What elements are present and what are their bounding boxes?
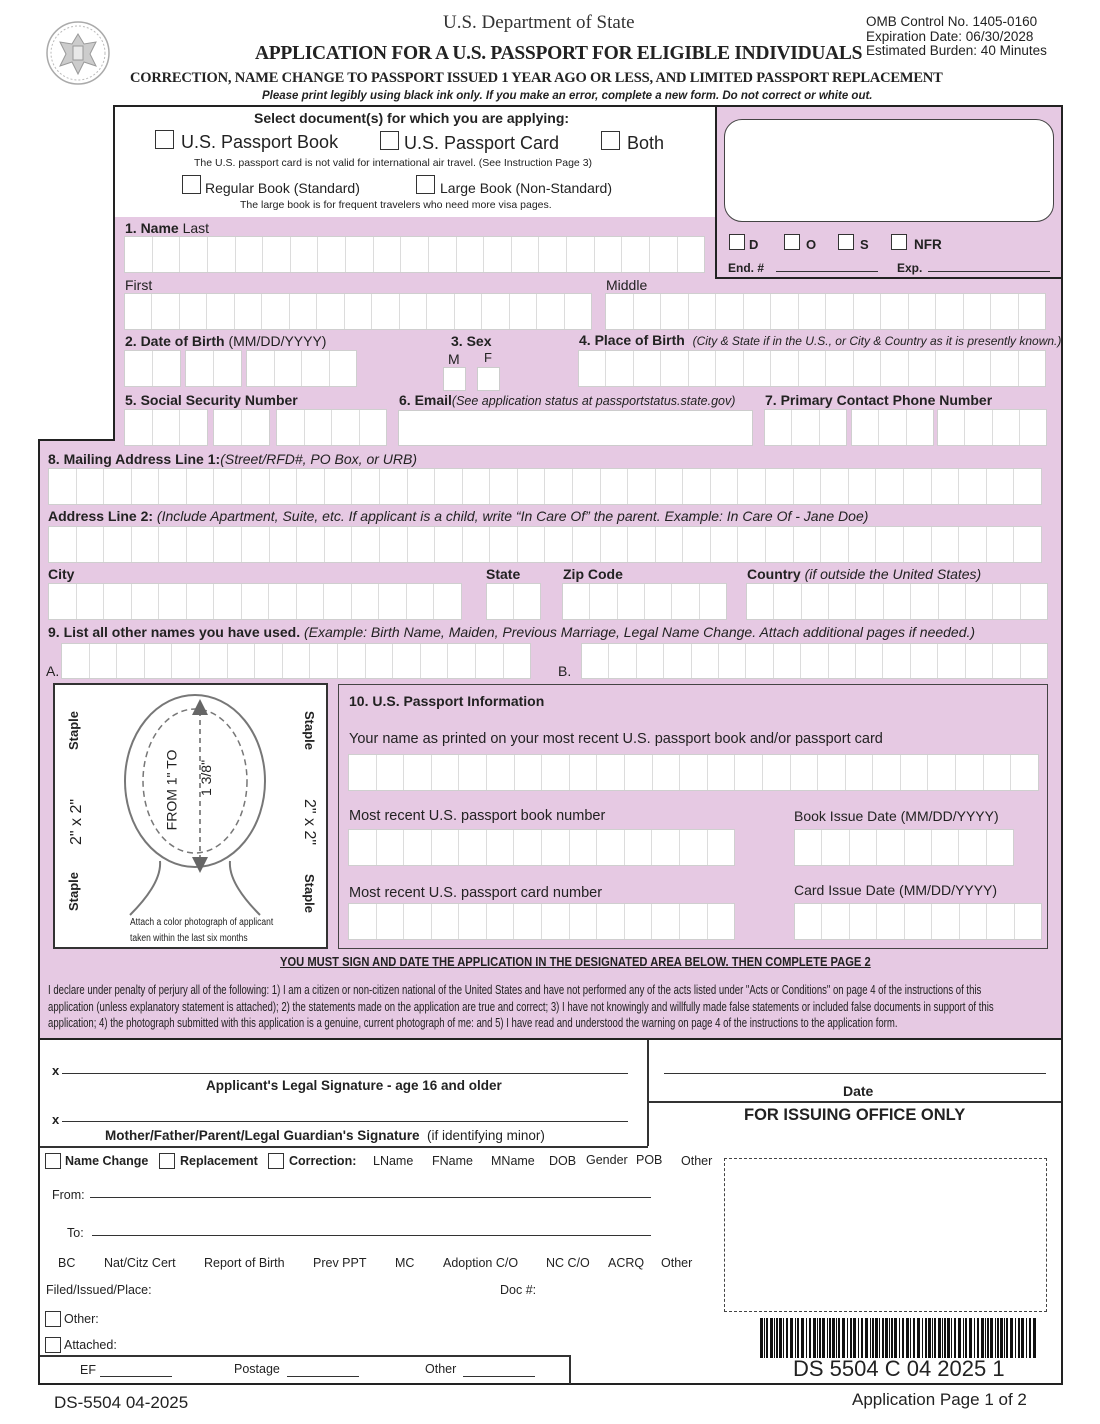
first-name-field[interactable] <box>124 293 592 330</box>
issuing-office-heading: FOR ISSUING OFFICE ONLY <box>744 1106 966 1124</box>
mailing-address1-field[interactable] <box>48 468 1042 505</box>
card-note: The U.S. passport card is not valid for international air travel. (See Instruction Page 3) <box>194 157 593 169</box>
city-label: City <box>48 566 75 582</box>
photo-caption-1: Attach a color photograph of applicant <box>130 917 274 928</box>
middle-name-field[interactable] <box>605 293 1046 330</box>
attached-label: Attached: <box>64 1338 117 1352</box>
zip-label: Zip Code <box>563 566 623 582</box>
first-name-label: First <box>125 277 153 293</box>
code-nfr-checkbox[interactable] <box>891 234 907 250</box>
dob-code: DOB <box>549 1154 577 1168</box>
regular-book-checkbox[interactable] <box>182 175 201 194</box>
photo-size-right: 2" x 2" <box>301 798 319 846</box>
mc-code: MC <box>395 1256 415 1270</box>
code-o-label: O <box>806 237 817 252</box>
photo-caption-2: taken within the last six months <box>130 933 248 944</box>
replacement-label: Replacement <box>180 1154 258 1168</box>
declaration-line2: application (unless explanatory statement is attached); 2) the statements made on the application are true and correct; 3) I have not knowingly and willfully made false statements or included false documents in support of this <box>48 1000 994 1014</box>
barcode-text: DS 5504 C 04 2025 1 <box>793 1356 1005 1381</box>
state-label: State <box>486 566 521 582</box>
sex-f-label: F <box>484 350 492 365</box>
photo-from-text: FROM 1" TO <box>163 749 180 831</box>
name-printed-label: Your name as printed on your most recent U.S. passport book and/or passport card <box>349 731 883 747</box>
other-name-b-label: B. <box>558 663 572 679</box>
ssn-label: 5. Social Security Number <box>125 392 298 408</box>
declaration-line1: I declare under penalty of perjury all of the following: 1) I am a citizen or non-citizen national of the United States and have not performed any of the acts listed under "Acts or Conditions" on page 4 of the instructions of this <box>48 983 982 997</box>
name-printed-field[interactable] <box>348 754 1039 791</box>
head-outline-icon <box>120 693 270 919</box>
department-name: U.S. Department of State <box>443 12 635 33</box>
code-s-label: S <box>860 237 869 252</box>
other2-code: Other <box>661 1256 693 1270</box>
ssn-part2-field[interactable] <box>213 409 270 446</box>
mailing-address2-field[interactable] <box>48 526 1042 563</box>
ssn-part1-field[interactable] <box>124 409 208 446</box>
omb-number: OMB Control No. 1405-0160 <box>866 14 1038 29</box>
mname-code: MName <box>491 1154 535 1168</box>
email-field[interactable] <box>398 410 753 446</box>
document-prompt: Select document(s) for which you are applying: <box>254 110 570 126</box>
pob-label: 4. Place of Birth (City & State if in the U.S., or City & Country as it is presently known.) <box>579 332 1062 348</box>
office-dashed-box <box>724 1158 1047 1312</box>
name-change-checkbox[interactable] <box>45 1153 61 1169</box>
city-field[interactable] <box>48 583 462 620</box>
form-title: APPLICATION FOR A U.S. PASSPORT FOR ELIGIBLE INDIVIDUALS <box>255 43 863 64</box>
great-seal-icon <box>44 20 112 86</box>
end-number-label: End. # <box>728 261 765 275</box>
bc-code: BC <box>58 1256 76 1270</box>
to-label: To: <box>67 1226 84 1240</box>
guardian-x: x <box>52 1112 60 1127</box>
end-number-field[interactable] <box>776 257 878 272</box>
staple-tl: Staple <box>66 710 82 751</box>
guardian-signature-label: Mother/Father/Parent/Legal Guardian's Signature (if identifying minor) <box>105 1128 545 1143</box>
card-issue-label: Card Issue Date (MM/DD/YYYY) <box>794 882 998 898</box>
correction-label: Correction: <box>289 1154 357 1168</box>
phone-label: 7. Primary Contact Phone Number <box>765 392 993 408</box>
phone-prefix-field[interactable] <box>851 409 934 446</box>
card-number-field[interactable] <box>348 903 735 940</box>
photo-size-left: 2" x 2" <box>68 798 86 846</box>
dob-label: 2. Date of Birth (MM/DD/YYYY) <box>125 333 327 349</box>
book-issue-label: Book Issue Date (MM/DD/YYYY) <box>794 808 999 824</box>
date-field[interactable] <box>664 1058 1046 1074</box>
other-checkbox-label: Other: <box>64 1312 99 1326</box>
other3-field[interactable] <box>463 1365 535 1377</box>
applicant-signature-label: Applicant's Legal Signature - age 16 and older <box>206 1078 502 1093</box>
regular-book-label: Regular Book (Standard) <box>205 180 360 196</box>
code-nfr-label: NFR <box>914 237 942 252</box>
pob-code: POB <box>636 1153 663 1167</box>
email-label: 6. Email(See application status at passportstatus.state.gov) <box>399 392 736 408</box>
passport-card-label: U.S. Passport Card <box>404 133 560 153</box>
ink-instruction: Please print legibly using black ink only. If you make an error, complete a new form. Do not correct or white out. <box>262 90 873 102</box>
postage-field[interactable] <box>287 1365 359 1377</box>
declaration-line3: application; 4) the photograph submitted with this application is a genuine, current photograph of me: and 5) I have read and understood the warning on page 4 of the instructions to the application form. <box>48 1016 898 1030</box>
country-label: Country (if outside the United States) <box>747 566 982 582</box>
other-code: Other <box>681 1154 713 1168</box>
ssn-part3-field[interactable] <box>276 409 387 446</box>
pob-field[interactable] <box>578 350 1046 387</box>
last-name-field[interactable] <box>124 236 705 273</box>
mailing-address1-label: 8. Mailing Address Line 1:(Street/RFD#, PO Box, or URB) <box>48 451 418 467</box>
form-subtitle: CORRECTION, NAME CHANGE TO PASSPORT ISSUED 1 YEAR AGO OR LESS, AND LIMITED PASSPORT REPLACEMENT <box>130 70 943 86</box>
form-id: DS-5504 04-2025 <box>54 1393 189 1412</box>
sex-m-label: M <box>448 351 460 367</box>
other-name-a-field[interactable] <box>61 643 531 679</box>
staple-tr: Staple <box>302 710 318 751</box>
page-number: Application Page 1 of 2 <box>852 1390 1027 1409</box>
docnum-label: Doc #: <box>500 1283 537 1297</box>
large-book-checkbox[interactable] <box>416 175 435 194</box>
correction-checkbox[interactable] <box>268 1153 284 1169</box>
filed-label: Filed/Issued/Place: <box>46 1283 152 1297</box>
exp-label: Exp. <box>897 261 923 275</box>
code-d-checkbox[interactable] <box>729 234 745 250</box>
must-sign-notice: YOU MUST SIGN AND DATE THE APPLICATION IN THE DESIGNATED AREA BELOW. THEN COMPLETE PAGE 2 <box>280 954 871 969</box>
other-name-b-field[interactable] <box>581 643 1048 679</box>
prevppt-code: Prev PPT <box>313 1256 367 1270</box>
from-label: From: <box>52 1188 85 1202</box>
passport-book-label: U.S. Passport Book <box>181 132 339 152</box>
guardian-signature-field[interactable] <box>62 1106 628 1122</box>
ef-label: EF <box>80 1363 96 1377</box>
middle-name-label: Middle <box>606 277 648 293</box>
lname-code: LName <box>373 1154 414 1168</box>
replacement-checkbox[interactable] <box>159 1153 175 1169</box>
photo-to-text: 1 3/8" <box>198 759 215 797</box>
staple-bl: Staple <box>66 871 82 912</box>
other3-label: Other <box>425 1362 457 1376</box>
report-code: Report of Birth <box>204 1256 285 1270</box>
card-issue-field[interactable] <box>794 903 1042 940</box>
fname-code: FName <box>432 1154 473 1168</box>
card-number-label: Most recent U.S. passport card number <box>349 885 603 901</box>
mailing-address2-label: Address Line 2: (Include Apartment, Suite, etc. If applicant is a child, write “In Care Of” the parent. Example: In Care Of - Jane Doe) <box>48 508 869 524</box>
date-label: Date <box>843 1083 874 1099</box>
large-book-label: Large Book (Non-Standard) <box>440 180 612 196</box>
other-checkbox[interactable] <box>45 1311 61 1327</box>
name-change-label: Name Change <box>65 1154 149 1168</box>
code-d-label: D <box>749 237 759 252</box>
book-issue-field[interactable] <box>794 829 1014 866</box>
estimated-burden: Estimated Burden: 40 Minutes <box>866 43 1047 58</box>
ef-field[interactable] <box>100 1365 172 1377</box>
both-label: Both <box>627 133 665 153</box>
passport-info-heading: 10. U.S. Passport Information <box>349 693 545 709</box>
code-o-checkbox[interactable] <box>784 234 800 250</box>
phone-area-field[interactable] <box>764 409 847 446</box>
exp-field[interactable] <box>928 257 1050 272</box>
expiration-date: Expiration Date: 06/30/2028 <box>866 29 1034 44</box>
dob-day-field[interactable] <box>185 350 242 387</box>
barcode <box>760 1318 1038 1358</box>
applicant-signature-field[interactable] <box>62 1058 628 1074</box>
zip-field[interactable] <box>562 583 727 620</box>
book-number-field[interactable] <box>348 829 735 866</box>
phone-line-field[interactable] <box>937 409 1047 446</box>
book-number-label: Most recent U.S. passport book number <box>349 808 606 824</box>
state-field[interactable] <box>486 583 541 620</box>
attached-checkbox[interactable] <box>45 1337 61 1353</box>
to-field[interactable] <box>92 1223 651 1236</box>
acrq-code: ACRQ <box>608 1256 645 1270</box>
other-name-a-label: A. <box>46 663 60 679</box>
sex-label: 3. Sex <box>451 333 492 349</box>
from-field[interactable] <box>90 1185 651 1198</box>
dob-month-field[interactable] <box>124 350 181 387</box>
sex-f-box[interactable] <box>477 367 500 391</box>
postage-label: Postage <box>234 1362 280 1376</box>
code-s-checkbox[interactable] <box>838 234 854 250</box>
office-stamp-box <box>724 119 1054 222</box>
applicant-x: x <box>52 1063 60 1078</box>
dob-year-field[interactable] <box>246 350 357 387</box>
natcitz-code: Nat/Citz Cert <box>104 1256 176 1270</box>
other-names-label: 9. List all other names you have used. (Example: Birth Name, Maiden, Previous Marriage, Legal Name Change. Attach additional pages if needed.) <box>48 624 976 640</box>
passport-book-checkbox[interactable] <box>155 130 174 149</box>
adoption-code: Adoption C/O <box>443 1256 519 1270</box>
ncco-code: NC C/O <box>546 1256 590 1270</box>
gender-code: Gender <box>586 1153 628 1167</box>
sex-m-box[interactable] <box>443 367 466 391</box>
name-heading: 1. Name Last <box>125 220 210 236</box>
country-field[interactable] <box>746 583 1048 620</box>
staple-br: Staple <box>302 873 318 914</box>
large-book-note: The large book is for frequent travelers who need more visa pages. <box>240 199 552 211</box>
both-checkbox[interactable] <box>601 131 620 150</box>
passport-card-checkbox[interactable] <box>380 131 399 150</box>
